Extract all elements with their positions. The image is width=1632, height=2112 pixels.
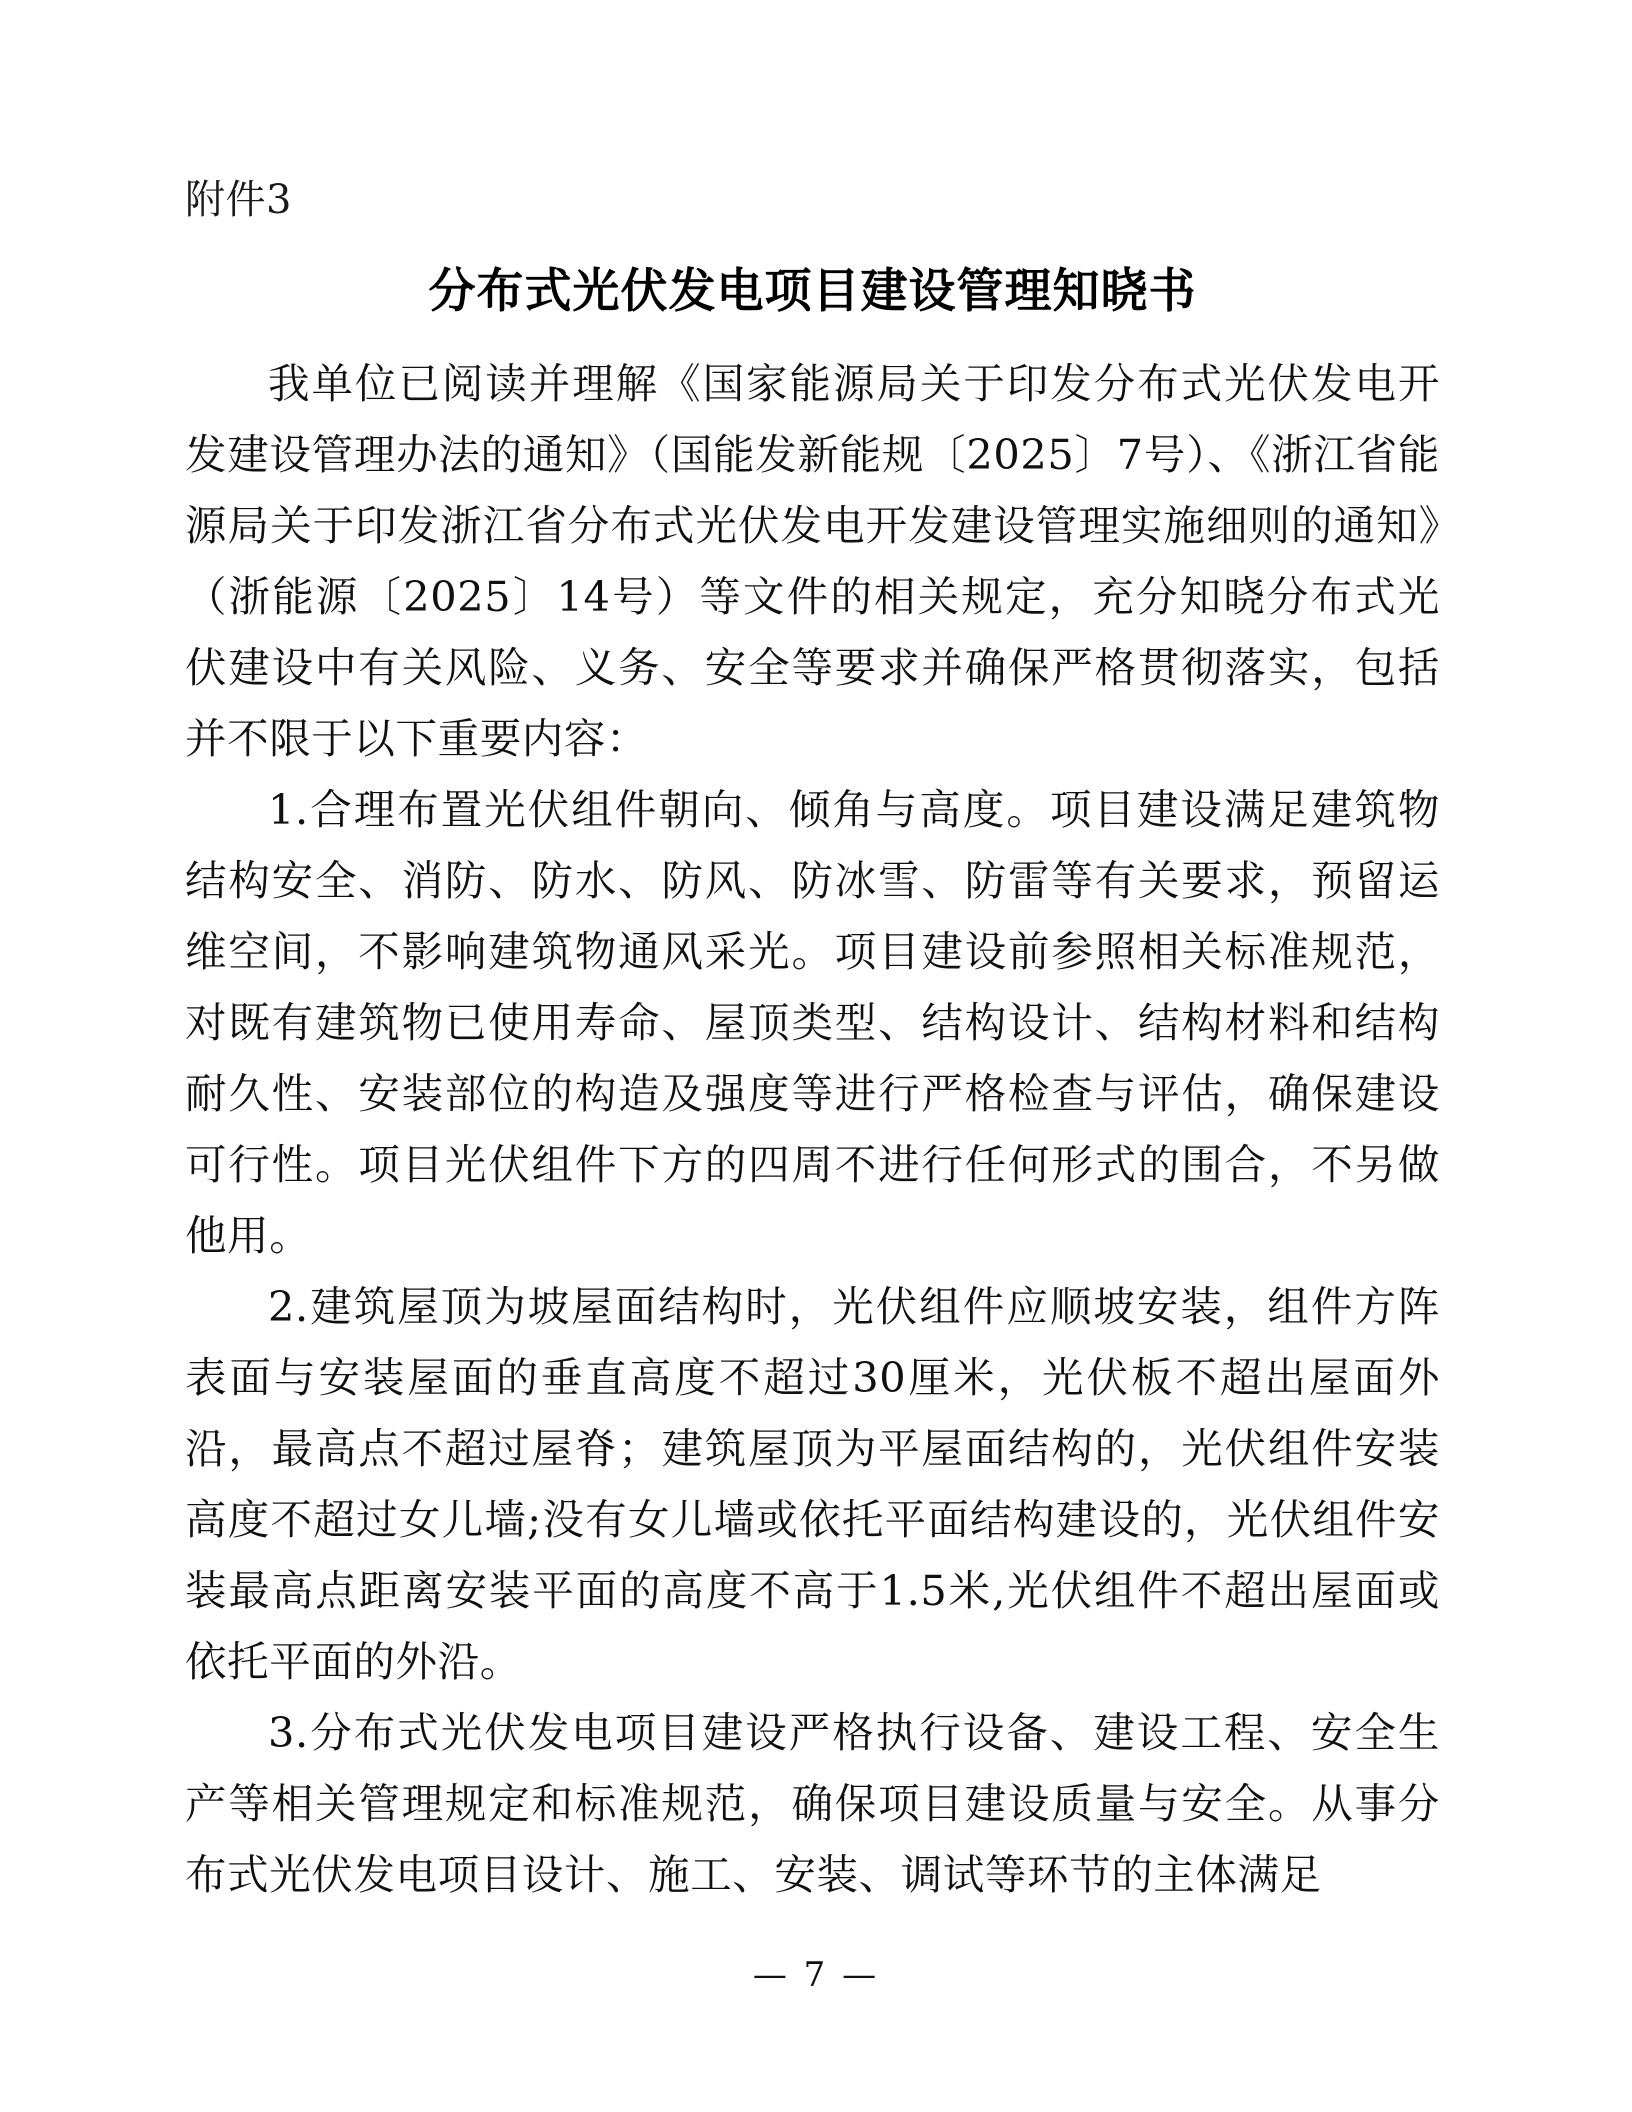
paragraph-item-2: 2.建筑屋顶为坡屋面结构时，光伏组件应顺坡安装，组件方阵表面与安装屋面的垂直高度不超过30厘米，光伏板不超出屋面外沿，最高点不超过屋脊；建筑屋顶为平屋面结构的，光伏组件安装高度不超过女儿墙;没有女儿墙或依托平面结构建设的，光伏组件安装最高点距离安装平面的高度不高于1.5米,光伏组件不超出屋面或依托平面的外沿。: [185, 1282, 1440, 1687]
page-number: — 7 —: [752, 1955, 880, 1995]
paragraph-item-1: 1.合理布置光伏组件朝向、倾角与高度。项目建设满足建筑物结构安全、消防、防水、防风、防冰雪、防雷等有关要求，预留运维空间，不影响建筑物通风采光。项目建设前参照相关标准规范，对既有建筑物已使用寿命、屋顶类型、结构设计、结构材料和结构耐久性、安装部位的构造及强度等进行严格检查与评估，确保建设可行性。项目光伏组件下方的四周不进行任何形式的围合，不另做他用。: [185, 785, 1440, 1261]
attachment-label: 附件3: [185, 177, 292, 223]
paragraph-item-3: 3.分布式光伏发电项目建设严格执行设备、建设工程、安全生产等相关管理规定和标准规范，确保项目建设质量与安全。从事分布式光伏发电项目设计、施工、安装、调试等环节的主体满足: [185, 1708, 1440, 1900]
document-content: [185, 175, 1440, 1910]
page-title: 分布式光伏发电项目建设管理知晓书: [428, 264, 1197, 319]
paragraph-intro: 我单位已阅读并理解《国家能源局关于印发分布式光伏发电开发建设管理办法的通知》（国能发新能规〔2025〕7号）、《浙江省能源局关于印发浙江省分布式光伏发电开发建设管理实施细则的通知》（浙能源〔2025〕14号）等文件的相关规定，充分知晓分布式光伏建设中有关风险、义务、安全等要求并确保严格贯彻落实，包括并不限于以下重要内容：: [185, 359, 1440, 764]
